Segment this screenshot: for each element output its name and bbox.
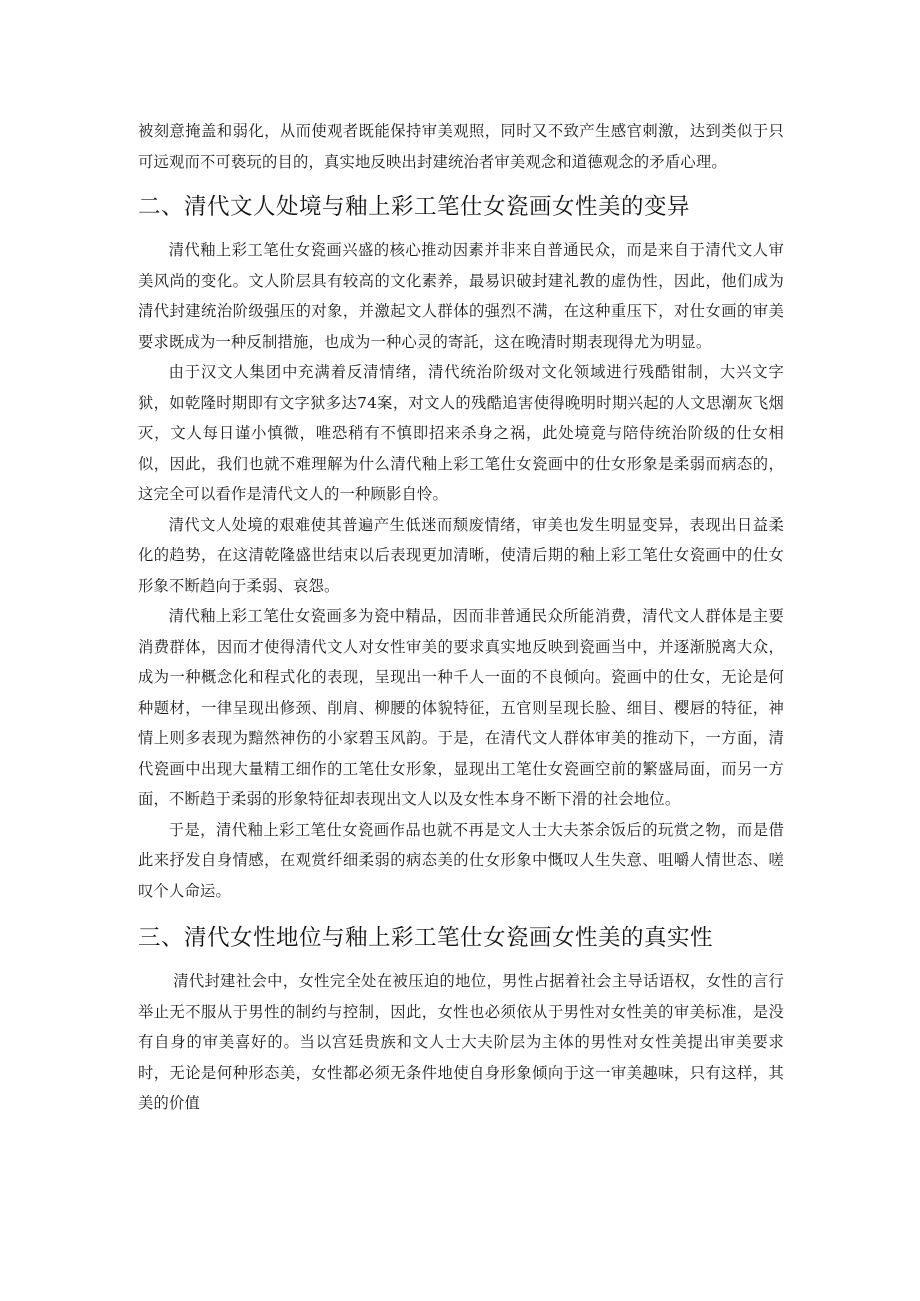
section-2-paragraph-5: 于是，清代釉上彩工笔仕女瓷画作品也就不再是文人士大夫茶余饭后的玩赏之物，而是借此来抒发自身情感，在观赏纤细柔弱的病态美的仕女形象中慨叹人生失意、咀嚼人情世态、嗟叹个人命运。 — [138, 820, 784, 900]
section-2-heading: 二、清代文人处境与釉上彩工笔仕女瓷画女性美的变异 — [138, 194, 691, 220]
intro-paragraph: 被刻意掩盖和弱化，从而使观者既能保持审美观照，同时又不致产生感官刺激，达到类似于只可远观而不可亵玩的目的，真实地反映出封建统治者审美观念和道德观念的矛盾心理。 — [138, 122, 784, 171]
section-2-paragraph-3: 清代文人处境的艰难使其普遍产生低迷而颓废情绪，审美也发生明显变异，表现出日益柔化的趋势，在这清乾隆盛世结束以后表现更加清晰，使清后期的釉上彩工笔仕女瓷画中的仕女形象不断趋向于柔弱、哀怨。 — [138, 515, 784, 595]
section-2-paragraph-2: 由于汉文人集团中充满着反清情绪，清代统治阶级对文化领域进行残酷钳制，大兴文字狱，如乾隆时期即有文字狱多达74案，对文人的残酷追害使得晚明时期兴起的人文思潮灰飞烟灭，文人每日谨小慎微，唯恐稍有不慎即招来杀身之祸，此处境竟与陪侍统治阶级的仕女相似，因此，我们也就不难理解为什么清代釉上彩工笔仕女瓷画中的仕女形象是柔弱而病态的，这完全可以看作是清代文人的一种顾影自怜。 — [138, 363, 784, 503]
section-2-paragraph-1: 清代釉上彩工笔仕女瓷画兴盛的核心推动因素并非来自普通民众，而是来自于清代文人审美风尚的变化。文人阶层具有较高的文化素养，最易识破封建礼教的虚伪性，因此，他们成为清代封建统治阶级强压的对象，并激起文人群体的强烈不满，在这种重压下，对仕女画的审美要求既成为一种反制措施，也成为一种心灵的寄託，这在晚清时期表现得尤为明显。 — [138, 241, 784, 351]
section-3-heading: 三、清代女性地位与釉上彩工笔仕女瓷画女性美的真实性 — [138, 925, 714, 951]
section-2-paragraph-4: 清代釉上彩工笔仕女瓷画多为瓷中精品，因而非普通民众所能消费，清代文人群体是主要消费群体，因而才使得清代文人对女性审美的要求真实地反映到瓷画当中，并逐渐脱离大众，成为一种概念化和程式化的表现，呈现出一种千人一面的不良倾向。瓷画中的仕女，无论是何种题材，一律呈现出修颈、削肩、柳腰的体貌特征，五官则呈现长脸、细目、樱唇的特征，神情上则多表现为黯然神伤的小家碧玉风韵。于是，在清代文人群体审美的推动下，一方面，清代瓷画中出现大量精工细作的工笔仕女形象，显现出工笔仕女瓷画空前的繁盛局面，而另一方面，不断趋于柔弱的形象特征却表现出文人以及女性本身不断下滑的社会地位。 — [138, 607, 784, 808]
document-body — [138, 116, 784, 1119]
section-3-paragraph-1: 清代封建社会中，女性完全处在被压迫的地位，男性占据着社会主导话语权，女性的言行举止无不服从于男性的制约与控制，因此，女性也必须依从于男性对女性美的审美标准，是没有自身的审美喜好的。当以宫廷贵族和文人士大夫阶层为主体的男性对女性美提出审美要求时，无论是何种形态美，女性都必须无条件地使自身形象倾向于这一审美趣味，只有这样，其美的价值 — [138, 972, 784, 1112]
